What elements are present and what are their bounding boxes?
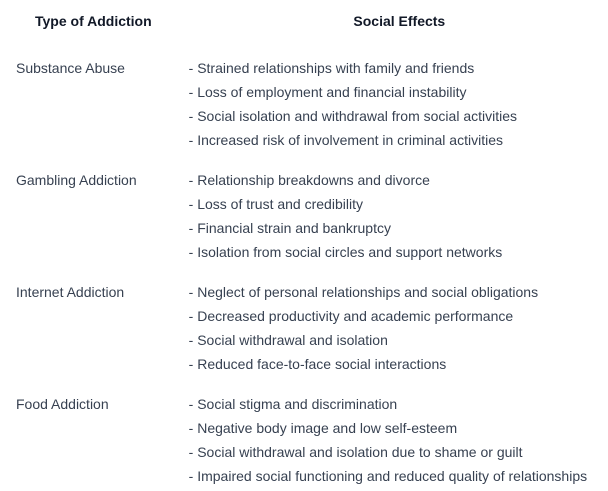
table-row [0,152,608,264]
header-social-effects: Social Effects [353,13,446,29]
social-effects-cell [187,376,608,488]
table-row [0,264,608,376]
table-row [0,44,608,152]
header-row [0,0,608,44]
addiction-type-cell: Internet Addiction [16,284,125,300]
header-type-of-addiction: Type of Addiction [35,13,152,29]
effect-item: - Social withdrawal and isolation [188,332,388,348]
effect-item: - Negative body image and low self-esteem [188,420,458,436]
social-effects-cell [187,44,608,152]
effect-item: - Neglect of personal relationships and social obligations [188,284,539,300]
addiction-type-cell: Substance Abuse [16,60,125,76]
effect-item: - Isolation from social circles and support networks [188,244,503,260]
effect-item: - Social isolation and withdrawal from social activities [188,108,518,124]
effect-item: - Loss of trust and credibility [188,196,363,212]
table-row [0,376,608,488]
addiction-type-cell: Gambling Addiction [16,172,137,188]
social-effects-cell [187,152,608,264]
effect-item: - Increased risk of involvement in criminal activities [188,132,503,148]
effect-item: - Reduced face-to-face social interactions [188,356,447,372]
effect-item: - Impaired social functioning and reduced quality of relationships [188,468,588,484]
effect-item: - Strained relationships with family and friends [188,60,475,76]
effect-item: - Financial strain and bankruptcy [188,220,391,236]
effect-item: - Decreased productivity and academic performance [188,308,514,324]
effect-item: - Relationship breakdowns and divorce [188,172,430,188]
effect-item: - Social withdrawal and isolation due to shame or guilt [188,444,523,460]
addiction-type-cell: Food Addiction [16,396,109,412]
social-effects-cell [187,264,608,376]
effect-item: - Loss of employment and financial instability [188,84,467,100]
effect-item: - Social stigma and discrimination [188,396,398,412]
